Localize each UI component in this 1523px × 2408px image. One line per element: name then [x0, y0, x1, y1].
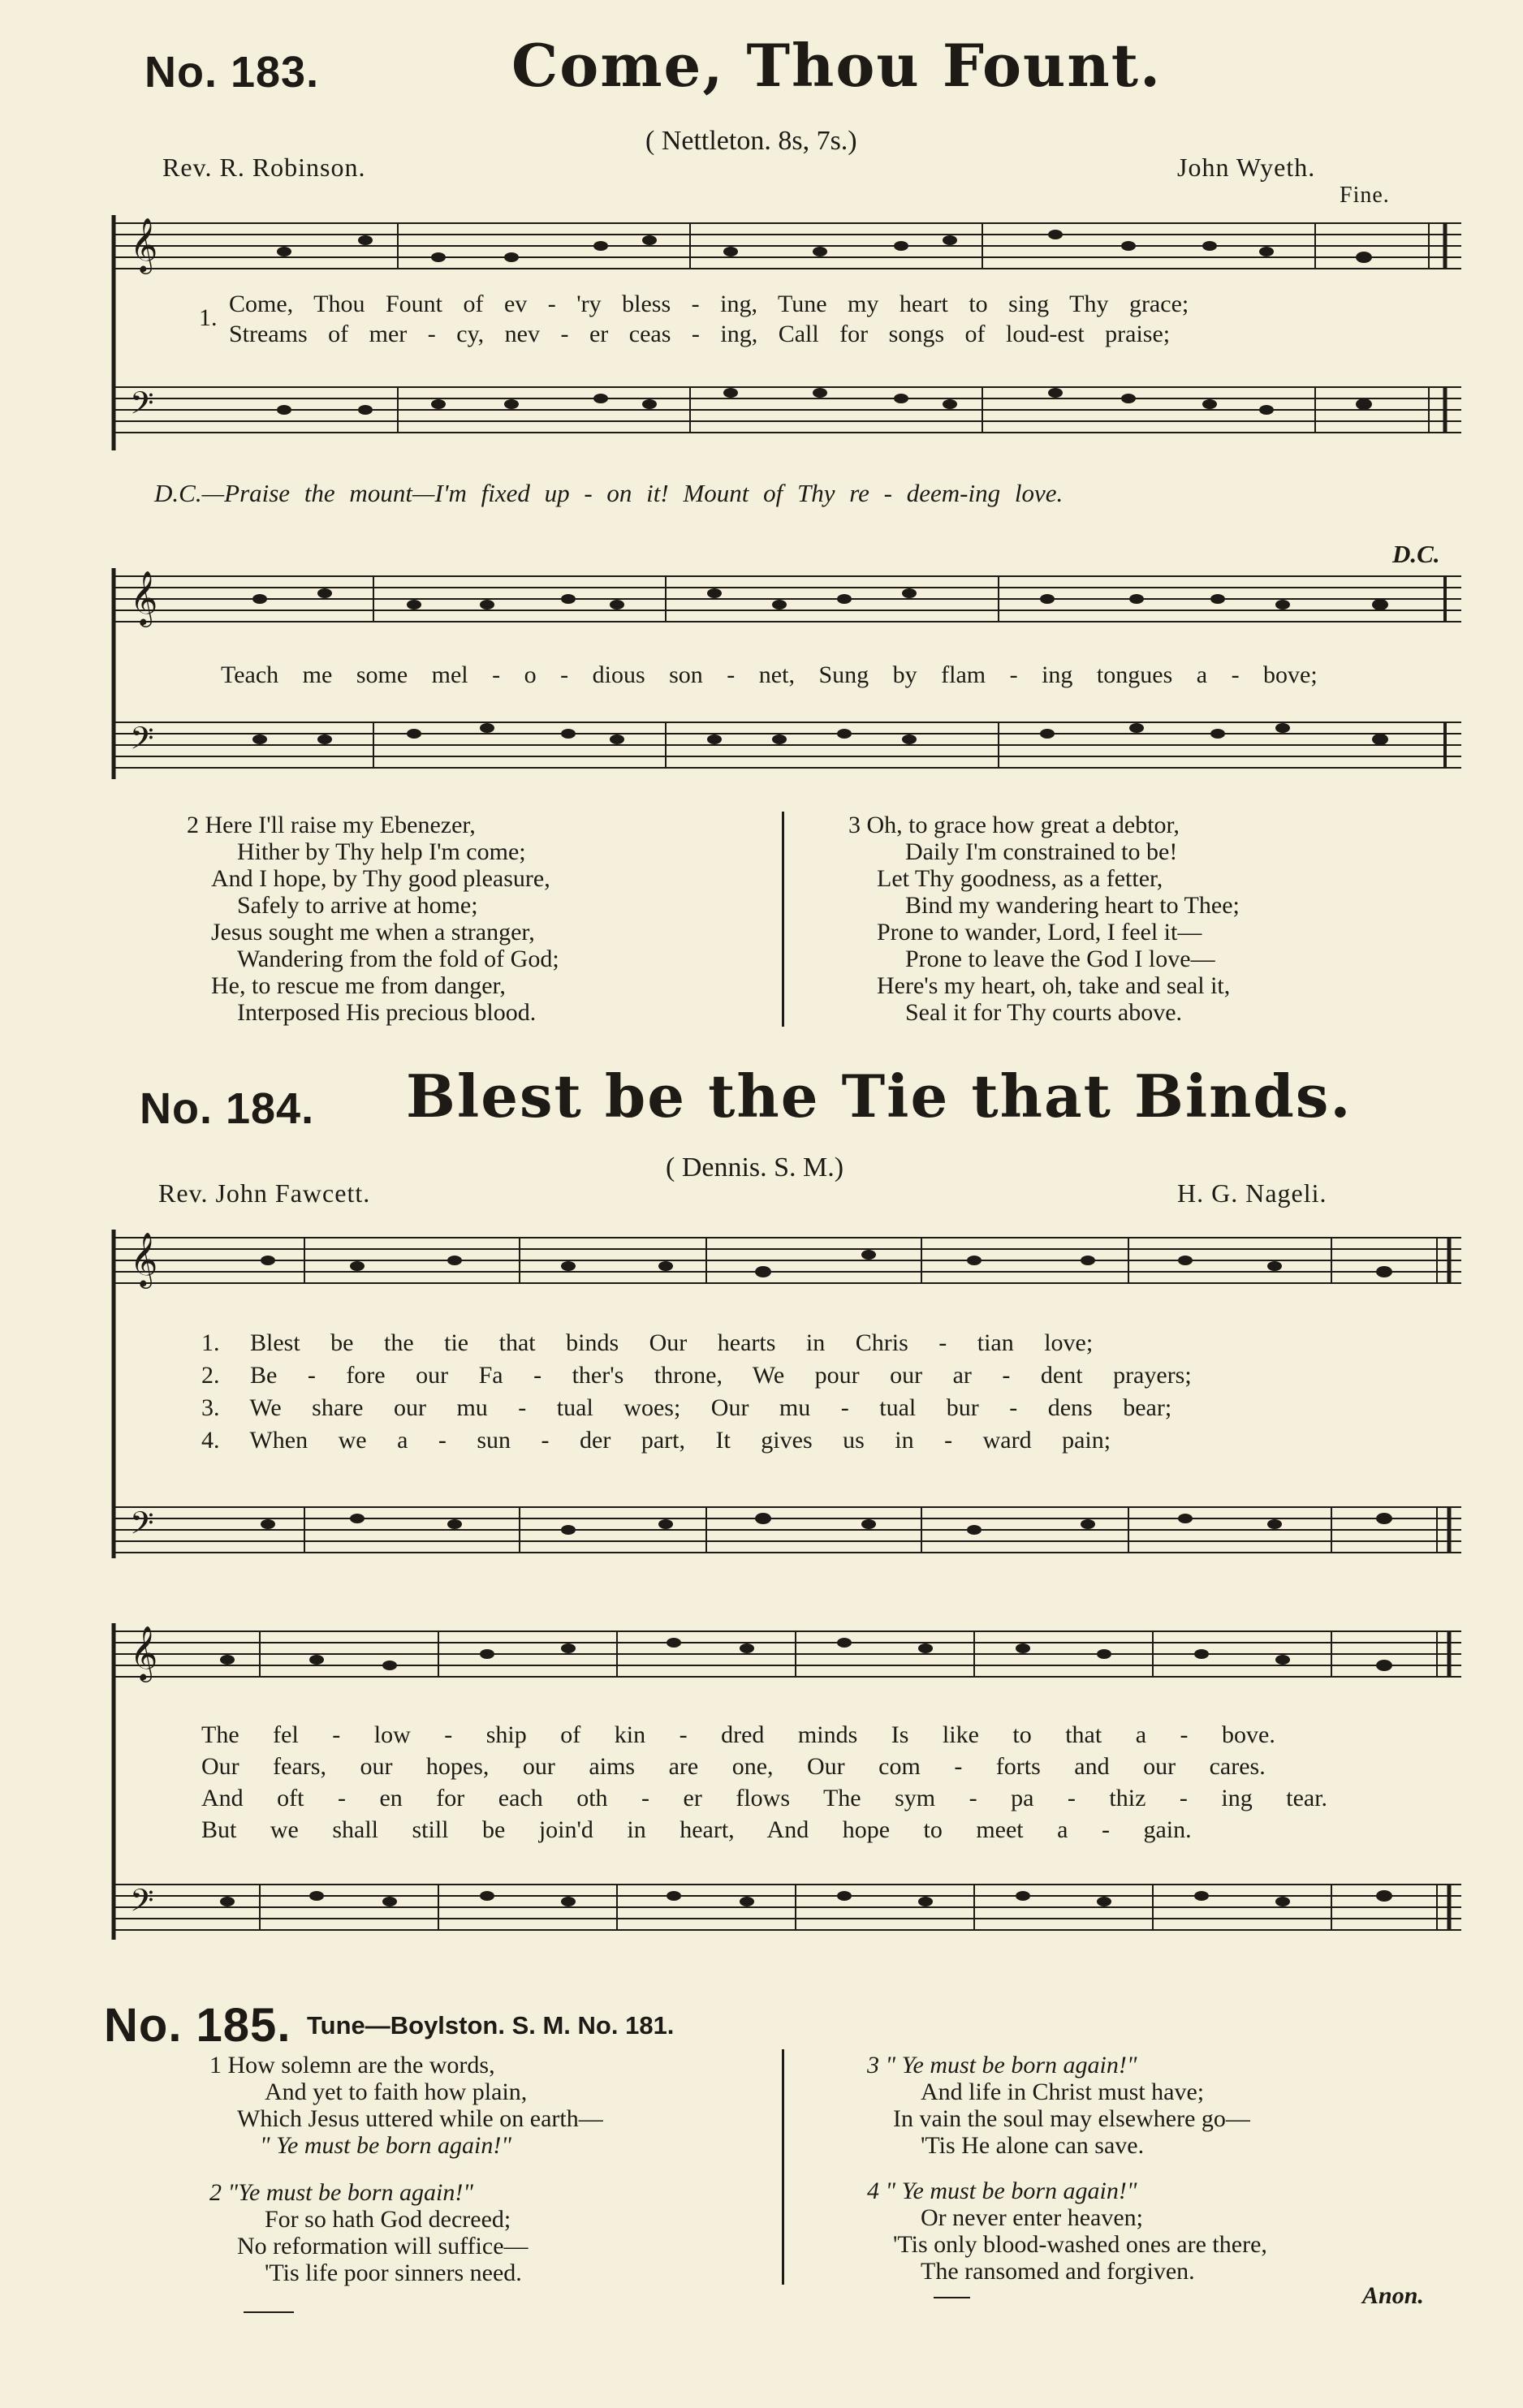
verse-2 — [187, 812, 559, 1026]
hymn-number: No. 184. — [140, 1084, 315, 1133]
lyric-line-3: Teach me some mel - o - dious son - net, Sung by flam - ing tongues a - bove; — [221, 661, 1318, 688]
verse-line: And yet to faith how plain, — [265, 2078, 528, 2105]
verse-line: The ransomed and forgiven. — [921, 2258, 1195, 2285]
author-credit: Rev. John Fawcett. — [158, 1178, 371, 1208]
svg-text:𝄞: 𝄞 — [130, 1625, 158, 1680]
verse-line: 'Tis only blood-washed ones are there, — [893, 2231, 1267, 2258]
lyric-verse-4: But we shall still be join'd in heart, And hope to meet a - gain. — [201, 1816, 1192, 1843]
verse-line: Interposed His precious blood. — [237, 999, 537, 1026]
verse-line: Hither by Thy help I'm come; — [237, 838, 526, 865]
verse-line: 1 How solemn are the words, — [209, 2052, 495, 2078]
verse-line: No reformation will suffice— — [237, 2233, 529, 2259]
end-rule — [244, 2311, 294, 2313]
column-divider — [782, 812, 784, 1027]
verse-3 — [848, 812, 1240, 1026]
tune-name: ( Dennis. S. M.) — [666, 1152, 844, 1182]
verse-line: 'Tis He alone can save. — [921, 2132, 1145, 2159]
verse-number: 1. — [199, 304, 218, 331]
verse-line: For so hath God decreed; — [265, 2206, 511, 2233]
composer-credit: H. G. Nageli. — [1177, 1178, 1327, 1208]
verse-1 — [209, 2052, 603, 2159]
svg-text:𝄞: 𝄞 — [130, 217, 158, 272]
lyrics-184-part2 — [201, 1719, 1327, 1846]
verse-line: Safely to arrive at home; — [237, 892, 478, 919]
dc-mark: D.C. — [1392, 540, 1440, 568]
verse-line: Prone to leave the God I love— — [905, 946, 1215, 972]
hymn-title: Blest be the Tie that Binds. — [406, 1062, 1353, 1131]
dc-line: D.C.—Praise the mount—I'm fixed up - on it! Mount of Thy re - deem-ing love. — [154, 479, 1064, 507]
verse-line: 'Tis life poor sinners need. — [265, 2259, 522, 2286]
lyric-verse-4: 4. When we a - sun - der part, It gives us in - ward pain; — [201, 1427, 1111, 1454]
verse-line: And life in Christ must have; — [921, 2078, 1205, 2105]
verse-line: 2 Here I'll raise my Ebenezer, — [187, 812, 476, 838]
svg-text:𝄞: 𝄞 — [130, 570, 158, 625]
end-rule — [934, 2297, 970, 2298]
verse-line: 3 " Ye must be born again!" — [867, 2052, 1137, 2078]
verse-line: 2 "Ye must be born again!" — [209, 2179, 473, 2206]
verse-3 — [867, 2052, 1250, 2159]
verse-line: Prone to wander, Lord, I feel it— — [877, 919, 1202, 946]
verse-line: Here's my heart, oh, take and seal it, — [877, 972, 1231, 999]
verse-2 — [209, 2179, 529, 2286]
verse-line: And I hope, by Thy good pleasure, — [211, 865, 550, 892]
hymn-number: No. 183. — [145, 48, 320, 97]
verse-4 — [867, 2178, 1267, 2285]
lyric-line-2: Streams of mer - cy, nev - er ceas - ing, Call for songs of loud-est praise; — [229, 321, 1171, 347]
tune-reference: Tune—Boylston. S. M. No. 181. — [307, 2011, 675, 2040]
tune-name: ( Nettleton. 8s, 7s.) — [645, 126, 857, 156]
composer-credit: John Wyeth. — [1177, 153, 1316, 182]
svg-text:𝄢: 𝄢 — [130, 1505, 154, 1549]
verse-line: He, to rescue me from danger, — [211, 972, 506, 999]
fine-mark: Fine. — [1340, 183, 1390, 208]
lyric-verse-1: The fel - low - ship of kin - dred minds Is like to that a - bove. — [201, 1721, 1275, 1748]
lyric-verse-3: And oft - en for each oth - er flows The sym - pa - thiz - ing tear. — [201, 1785, 1328, 1811]
verse-line: Bind my wandering heart to Thee; — [905, 892, 1240, 919]
svg-text:𝄢: 𝄢 — [130, 1882, 154, 1926]
lyrics-184-part1 — [201, 1327, 1192, 1457]
lyric-verse-1: 1. Blest be the tie that binds Our hearts in Chris - tian love; — [201, 1329, 1094, 1356]
svg-text:𝄢: 𝄢 — [130, 385, 154, 429]
verse-line: 4 " Ye must be born again!" — [867, 2178, 1137, 2204]
verse-line: In vain the soul may elsewhere go— — [893, 2105, 1250, 2132]
verse-line: Or never enter heaven; — [921, 2204, 1144, 2231]
verse-line: Which Jesus uttered while on earth— — [237, 2105, 603, 2132]
lyric-line-1: Come, Thou Fount of ev - 'ry bless - ing, Tune my heart to sing Thy grace; — [229, 291, 1189, 317]
hymn-number: No. 185. — [104, 1999, 291, 2052]
verse-line: Daily I'm constrained to be! — [905, 838, 1178, 865]
svg-text:𝄢: 𝄢 — [130, 720, 154, 764]
hymn-title: Come, Thou Fount. — [511, 31, 1163, 100]
author-credit: Rev. R. Robinson. — [162, 153, 366, 182]
lyric-verse-3: 3. We share our mu - tual woes; Our mu - tual bur - dens bear; — [201, 1394, 1172, 1421]
verse-line: Let Thy goodness, as a fetter, — [877, 865, 1163, 892]
verse-line: Jesus sought me when a stranger, — [211, 919, 535, 946]
column-divider — [782, 2049, 784, 2285]
lyric-verse-2: 2. Be - fore our Fa - ther's throne, We pour our ar - dent prayers; — [201, 1362, 1192, 1389]
attribution: Anon. — [1362, 2282, 1424, 2309]
verse-line: Seal it for Thy courts above. — [905, 999, 1183, 1026]
verse-line: 3 Oh, to grace how great a debtor, — [848, 812, 1180, 838]
svg-text:𝄞: 𝄞 — [130, 1231, 158, 1286]
verse-line: Wandering from the fold of God; — [237, 946, 559, 972]
lyric-verse-2: Our fears, our hopes, our aims are one, Our com - forts and our cares. — [201, 1753, 1266, 1780]
verse-line: " Ye must be born again!" — [260, 2132, 511, 2159]
